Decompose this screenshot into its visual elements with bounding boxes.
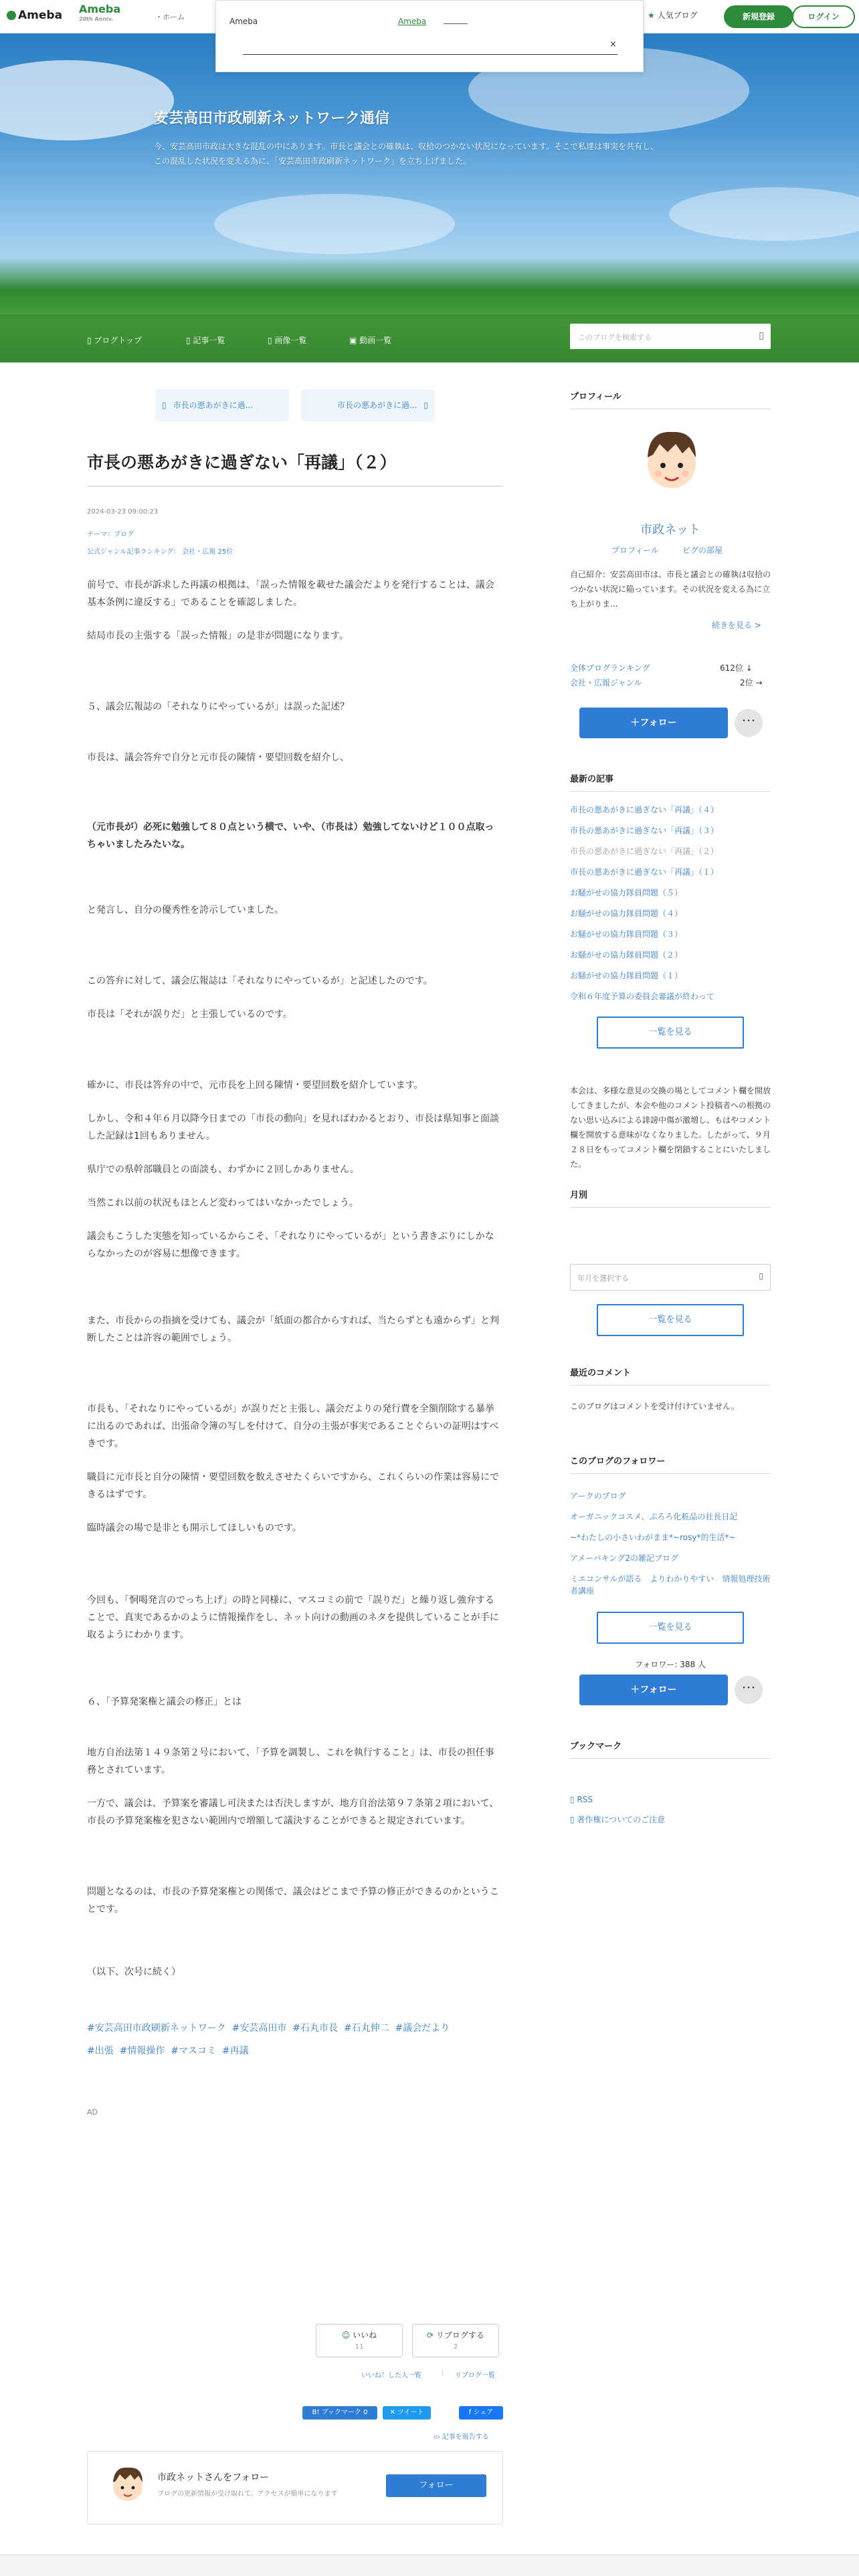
follower-blog[interactable]: アークのブログ xyxy=(570,1491,626,1501)
comments-heading: 最近のコメント xyxy=(570,1366,771,1386)
like-button[interactable]: ☺ いいね 11 xyxy=(316,2324,403,2357)
separator: | xyxy=(442,2369,444,2377)
rss-icon: ▯ xyxy=(570,1795,577,1804)
follower-blog[interactable]: ミエコンサルが語る よりわかりやすい 情報処理技術者講座 xyxy=(570,1574,771,1596)
report-link[interactable]: ▭ 記事を報告する xyxy=(434,2434,489,2441)
article-date: 2024-03-23 09:00:23 xyxy=(87,508,159,516)
header-popup xyxy=(215,0,644,72)
follower-blog[interactable]: オーガニックコスメ、ぷろろ化粧品の社長日記 xyxy=(570,1512,738,1521)
paragraph: 今回も、「恫喝発言のでっち上げ」の時と同様に、マスコミの前で「誤りだ」と繰り返し強弁することで、真実であるかのように情報操作をし、ネット向けの動画のネタを提供していることが手に取るようにわかります。 xyxy=(87,1595,499,1640)
recent-article[interactable]: お騒がせの協力隊員問題（２） xyxy=(570,950,683,960)
home-link[interactable]: ・ホーム xyxy=(155,13,185,21)
profile-link[interactable]: プロフィール xyxy=(611,546,659,555)
cloud xyxy=(669,187,859,241)
tweet-button[interactable]: ✕ ツイート xyxy=(383,2406,431,2420)
profile-avatar[interactable] xyxy=(638,424,705,498)
comment-notice: 本会は、多様な意見の交換の場としてコメント欄を開放してきましたが、本会や他のコメント投稿者への根拠のない思い込みによる誹謗中傷が激増し、もはやコメント欄を開放する意味がなくなりました。したがって、９月２８日をもってコメント欄を閉鎖することにいたしました。 xyxy=(570,1086,771,1169)
recent-heading: 最新の記事 xyxy=(570,772,771,792)
ad-label: AD xyxy=(87,2108,98,2117)
facebook-share-button[interactable]: f シェア xyxy=(459,2406,503,2420)
popup-underline xyxy=(444,23,468,24)
profile-name[interactable]: 市政ネット xyxy=(640,523,700,537)
hashtag[interactable]: #情報操作 xyxy=(119,2046,165,2056)
paragraph: （以下、次号に続く） xyxy=(87,1967,181,1977)
avatar xyxy=(108,2462,148,2506)
popup-link[interactable]: Ameba xyxy=(398,17,427,26)
hashtag[interactable]: #安芸高田市政刷新ネットワーク xyxy=(87,2023,226,2034)
paragraph: と発言し、自分の優秀性を誇示していました。 xyxy=(87,905,284,916)
quote: （元市長が）必死に勉強して８０点という横で、いや、（市長は）勉強してないけど１００点取っちゃいましたみたいな。 xyxy=(87,822,494,850)
register-button[interactable]: 新規登録 xyxy=(724,5,793,28)
bookmark-heading: ブックマーク xyxy=(570,1739,771,1759)
hashtag-list xyxy=(87,2017,503,2062)
follower-blog[interactable]: ~*わたしの小さいわがまま*~rosy*的生活*~ xyxy=(570,1533,736,1542)
ameba-logo[interactable] xyxy=(7,9,62,22)
follower-blog[interactable]: アメーバキング2の雑記ブログ xyxy=(570,1553,678,1563)
hashtag[interactable]: #マスコミ xyxy=(171,2046,217,2056)
reblog-count: 2 xyxy=(453,2343,458,2351)
hashtag[interactable]: #石丸伸二 xyxy=(343,2023,389,2034)
recent-article[interactable]: 市長の悪あがきに過ぎない「再議」（３） xyxy=(570,826,719,835)
nav-images[interactable]: ▯ 画像一覧 xyxy=(268,336,307,345)
recent-article[interactable]: 市長の悪あがきに過ぎない「再議」（１） xyxy=(570,867,719,877)
monthly-heading: 月別 xyxy=(570,1188,771,1208)
popup-divider xyxy=(243,54,617,55)
hashtag[interactable]: #石丸市長 xyxy=(292,2023,339,2034)
twitter-icon: ✕ xyxy=(389,2409,398,2416)
paragraph-heading: ６、「予算発案権と議会の修正」とは xyxy=(87,1697,242,1707)
recent-list-button[interactable]: 一覧を見る xyxy=(597,1016,744,1049)
anniversary-sub: 20th Anniv. xyxy=(79,16,114,22)
info-icon: ▯ xyxy=(570,1815,577,1824)
title-divider xyxy=(87,486,503,487)
more-button-bottom[interactable]: ･･･ xyxy=(735,1676,763,1704)
month-select[interactable] xyxy=(570,1264,771,1291)
blog-header-banner xyxy=(0,33,859,362)
paragraph: 市長も、「それなりにやっているが」が誤りだと主張し、議会だよりの発行費を全額削除する暴挙に出るのであれば、出張命令簿の写しを付けて、自分の主張が事実であることぐらいの証明はすべきです。 xyxy=(87,1404,499,1449)
ameba-logo-icon xyxy=(7,11,16,20)
hashtag[interactable]: #安芸高田市 xyxy=(231,2023,287,2034)
facebook-icon: f xyxy=(468,2409,474,2416)
nav-videos[interactable]: ▣ 動画一覧 xyxy=(349,336,392,345)
recent-article-current[interactable]: 市長の悪あがきに過ぎない「再議」（２） xyxy=(570,847,719,856)
pigu-room-link[interactable]: ピグの部屋 xyxy=(682,546,723,555)
cloud xyxy=(214,194,455,254)
profile-intro: 自己紹介：安芸高田市は、市長と議会との確執は収拾のつかない状況に陥っています。その状況を変える為に立ち上がりま... xyxy=(570,570,771,609)
prev-article-link[interactable]: ▯ 市長の悪あがきに過... xyxy=(155,389,289,421)
search-icon[interactable]: ▯ xyxy=(759,330,764,341)
hatena-bookmark-button[interactable]: B! ブックマーク 0 xyxy=(302,2406,377,2420)
video-icon: ▣ xyxy=(349,336,360,345)
reblog-list-link[interactable]: リブログ一覧 xyxy=(455,2372,495,2379)
paragraph: 職員に元市長と自分の陳情・要望回数を数えさせたくらいですから、これくらいの作業は容易にできるはずです。 xyxy=(87,1472,499,1500)
logo-text: Ameba xyxy=(18,9,63,22)
paragraph: 市長は、議会答弁で自分と元市長の陳情・要望回数を紹介し、 xyxy=(87,752,349,763)
chevron-right-icon: ▯ xyxy=(423,401,428,410)
hashtag[interactable]: #再議 xyxy=(221,2046,249,2056)
copyright-link[interactable]: ▯ 著作権についてのご注意 xyxy=(570,1815,666,1824)
comment-icon: ▭ xyxy=(434,2434,442,2441)
paragraph: 確かに、市長は答弁の中で、元市長を上回る陳情・要望回数を紹介しています。 xyxy=(87,1080,423,1091)
login-button[interactable]: ログイン xyxy=(792,5,855,28)
article-title[interactable]: 市長の悪あがきに過ぎない「再議」（２） xyxy=(87,453,397,472)
paragraph: 議会もこうした実態を知っているからこそ、「それなりにやっているが」という書きぶりにしかならなかったのが容易に想像できます。 xyxy=(87,1231,494,1259)
paragraph: 結局市長の主張する「誤った情報」の是非が問題になります。 xyxy=(87,631,349,641)
paragraph: 問題となるのは、市長の予算発案権との関係で、議会はどこまで予算の修正ができるのかということです。 xyxy=(87,1887,499,1915)
like-list-link[interactable]: いいね！した人一覧 xyxy=(361,2372,421,2379)
paragraph: 県庁での県幹部職員との面談も、わずかに２回しかありません。 xyxy=(87,1164,359,1175)
comments-text: このブログはコメントを受け付けていません。 xyxy=(570,1402,739,1411)
follow-button-bottom[interactable]: ＋フォロー xyxy=(579,1675,728,1705)
followers-heading: このブログのフォロワー xyxy=(570,1454,771,1474)
monthly-list-button[interactable]: 一覧を見る xyxy=(597,1304,744,1336)
home-icon: ▯ xyxy=(87,336,94,345)
close-icon[interactable]: × xyxy=(609,39,617,49)
genre-ranking[interactable]: 公式ジャンル記事ランキング： 会社・広報 25位 xyxy=(87,548,233,556)
anniversary-logo[interactable]: Ameba 20th Anniv. xyxy=(79,4,120,24)
recent-article[interactable]: 市長の悪あがきに過ぎない「再議」（４） xyxy=(570,805,719,815)
popup-label: Ameba xyxy=(229,17,258,26)
follower-count: フォロワー: 388 人 xyxy=(635,1660,706,1669)
overall-ranking-link[interactable]: 全体ブログランキング xyxy=(570,663,650,673)
recent-article[interactable]: 令和６年度予算の委員会審議が終わって xyxy=(570,992,714,1001)
month-select-placeholder: 年月を選択する xyxy=(577,1274,629,1283)
chevron-down-icon: ▯ xyxy=(759,1271,763,1281)
like-count: 11 xyxy=(355,2343,364,2351)
article-theme[interactable]: テーマ：ブログ xyxy=(87,531,134,538)
genre-ranking-value: 2位 → xyxy=(740,678,763,687)
paragraph: 地方自治法第１４９条第２号において、「予算を調製し、これを執行すること」は、市長の担任事務とされています。 xyxy=(87,1747,494,1776)
rss-link[interactable]: ▯ RSS xyxy=(570,1795,593,1804)
paragraph: しかし、令和４年６月以降今日までの「市長の動向」を見ればわかるとおり、市長は県知事と面談した記録は1回もありません。 xyxy=(87,1113,499,1142)
followers-list-button[interactable]: 一覧を見る xyxy=(597,1612,744,1644)
blog-description: 今、安芸高田市政は大きな混乱の中にあります。市長と議会との確執は、収拾のつかない状況になっています。そこで私達は事実を共有し、この混乱した状況を変える為に、「安芸高田市政刷新ネットワーク」を立ち上げました。 xyxy=(154,142,659,166)
more-button[interactable]: ･･･ xyxy=(735,709,763,737)
list-icon: ▯ xyxy=(186,336,193,345)
bottom-bar xyxy=(0,2555,859,2576)
recent-article[interactable]: お騒がせの協力隊員問題（３） xyxy=(570,930,683,939)
follow-button[interactable]: ＋フォロー xyxy=(579,708,728,738)
genre-ranking-link[interactable]: 会社・広報ジャンル xyxy=(570,678,642,687)
follow-card xyxy=(87,2451,503,2525)
follow-description: ブログの更新情報が受け取れて、アクセスが簡単になります xyxy=(157,2490,338,2498)
popular-blog-link[interactable] xyxy=(648,9,698,21)
recent-article[interactable]: お騒がせの協力隊員問題（１） xyxy=(570,971,683,980)
recent-article[interactable]: お騒がせの協力隊員問題（４） xyxy=(570,909,683,918)
follow-title: 市政ネットさんをフォロー xyxy=(157,2472,270,2483)
hashtag[interactable]: #議会だより xyxy=(395,2023,450,2034)
image-icon: ▯ xyxy=(268,336,275,345)
nav-blog-top[interactable]: ▯ ブログトップ xyxy=(87,336,142,345)
cloud xyxy=(0,60,174,140)
chevron-left-icon: ▯ xyxy=(162,401,167,410)
next-article-link[interactable]: 市長の悪あがきに過... ▯ xyxy=(301,389,435,421)
paragraph-heading: ５、議会広報誌の「それなりにやっているが」は誤った記述？ xyxy=(87,702,349,712)
search-placeholder: このブログを検索する xyxy=(578,333,652,342)
paragraph: 市長は「それが誤りだ」と主張しているのです。 xyxy=(87,1009,292,1020)
read-more-link[interactable]: 続きを見る > xyxy=(712,621,761,630)
blog-title[interactable]: 安芸高田市政刷新ネットワーク通信 xyxy=(154,110,390,127)
reblog-icon: ⟳ xyxy=(427,2331,436,2340)
blog-search-input[interactable] xyxy=(570,324,771,349)
recent-article[interactable]: お騒がせの協力隊員問題（５） xyxy=(570,888,683,897)
paragraph: この答弁に対して、議会広報誌は「それなりにやっているが」と記述したのです。 xyxy=(87,976,433,986)
star-icon: ★ xyxy=(648,11,658,20)
hashtag[interactable]: #出張 xyxy=(87,2046,114,2056)
paragraph: 当然これ以前の状況もほとんど変わってはいなかったでしょう。 xyxy=(87,1198,359,1208)
paragraph: 一方で、議会は、予算案を審議し可決または否決しますが、地方自治法第９７条第２項において、市長の予算発案権を犯さない範囲内で増額して議決することができると規定されています。 xyxy=(87,1798,499,1826)
overall-ranking-value: 612位 ↓ xyxy=(720,663,753,673)
paragraph: また、市長からの指摘を受けても、議会が「紙面の都合からすれば、当たらずとも遠からず」と判断したことは許容の範囲でしょう。 xyxy=(87,1315,499,1344)
follow-button[interactable]: フォロー xyxy=(386,2474,486,2497)
popular-blog-label: 人気ブログ xyxy=(657,11,698,20)
smile-icon: ☺ xyxy=(341,2331,353,2340)
reblog-button[interactable]: ⟳ リブログする 2 xyxy=(412,2324,499,2357)
paragraph: 臨時議会の場で是非とも開示してほしいものです。 xyxy=(87,1523,302,1533)
profile-heading: プロフィール xyxy=(570,389,771,409)
paragraph: 前号で、市長が訴求した再議の根拠は、「誤った情報を載せた議会だよりを発行することは、議会基本条例に違反する」であることを確認しました。 xyxy=(87,580,494,608)
nav-articles[interactable]: ▯ 記事一覧 xyxy=(186,336,225,345)
